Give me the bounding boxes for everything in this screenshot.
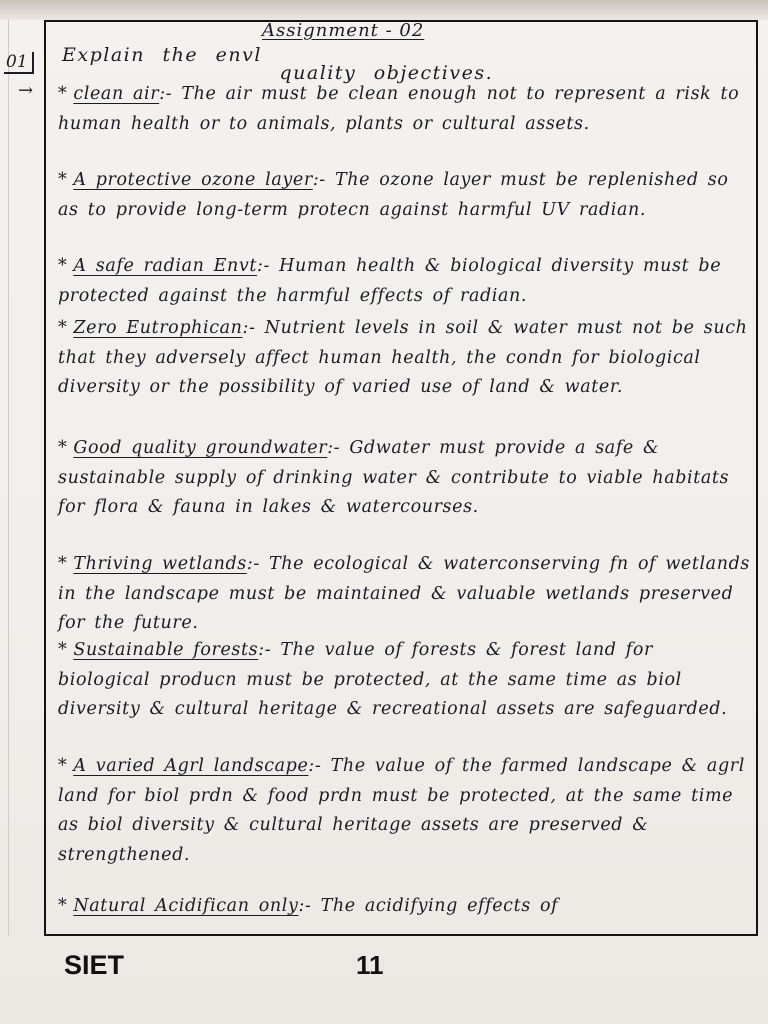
objective-item: [58, 434, 754, 523]
asterisk-bullet-icon: *: [58, 896, 68, 916]
objective-body: :- The ozone layer must be replenished so as to provide long-term protecn against harmful UV radian.: [58, 170, 729, 220]
objective-heading: Natural Acidifican only: [73, 896, 299, 916]
objective-item: [58, 314, 754, 403]
question-line-2: quality objectives.: [279, 62, 494, 84]
asterisk-bullet-icon: *: [58, 318, 68, 338]
institute-label: SIET: [64, 950, 125, 980]
asterisk-bullet-icon: *: [58, 756, 68, 776]
objective-body: :- Human health & biological diversity must be protected against the harmful effects of radian.: [58, 256, 722, 306]
assignment-title: Assignment - 02: [262, 20, 425, 41]
objective-heading: Sustainable forests: [73, 640, 259, 660]
question-number: 01: [4, 52, 34, 74]
objective-heading: Thriving wetlands: [73, 554, 247, 574]
asterisk-bullet-icon: *: [58, 256, 68, 276]
asterisk-bullet-icon: *: [58, 438, 68, 458]
question-text: [62, 44, 494, 84]
asterisk-bullet-icon: *: [58, 170, 68, 190]
objective-item: [58, 80, 754, 139]
objective-heading: A varied Agrl landscape: [73, 756, 309, 776]
asterisk-bullet-icon: *: [58, 640, 68, 660]
objective-heading: A protective ozone layer: [73, 170, 313, 190]
objective-item: [58, 166, 754, 225]
objective-body: :- Nutrient levels in soil & water must not be such that they adversely affect human health, the condn for biological diversity or the possibility of varied use of land & water.: [58, 318, 748, 397]
objective-item: [58, 550, 754, 639]
objective-item: [58, 252, 754, 311]
objective-item: [58, 752, 754, 870]
objective-item: [58, 636, 754, 725]
objective-heading: Zero Eutrophican: [73, 318, 243, 338]
objective-heading: A safe radian Envt: [73, 256, 257, 276]
page-number: 11: [356, 950, 384, 980]
objective-body: :- The acidifying effects of: [298, 896, 559, 916]
asterisk-bullet-icon: *: [58, 84, 68, 104]
objective-body: :- The value of the farmed landscape & agrl land for biol prdn & food prdn must be protected, at the same time as biol diversity & cultural heritage assets are preserved & strengthened.: [58, 756, 745, 865]
objective-item: [58, 892, 754, 922]
objective-heading: Good quality groundwater: [73, 438, 328, 458]
objective-body: :- The air must be clean enough not to represent a risk to human health or to animals, plants or cultural assets.: [58, 84, 740, 134]
objective-body: :- The value of forests & forest land for biological producn must be protected, at the same time as biol diversity & cultural heritage & recreational assets are safeguarded.: [58, 640, 728, 719]
objective-body: :- Gdwater must provide a safe & sustainable supply of drinking water & contribute to viable habitats for flora & fauna in lakes & watercourses.: [58, 438, 730, 517]
arrow-icon: →: [18, 80, 34, 101]
objective-heading: clean air: [73, 84, 160, 104]
asterisk-bullet-icon: *: [58, 554, 68, 574]
objective-body: :- The ecological & waterconserving fn of wetlands in the landscape must be maintained & valuable wetlands preserved for the future.: [58, 554, 750, 633]
question-line-1: Explain the envl: [62, 44, 262, 66]
